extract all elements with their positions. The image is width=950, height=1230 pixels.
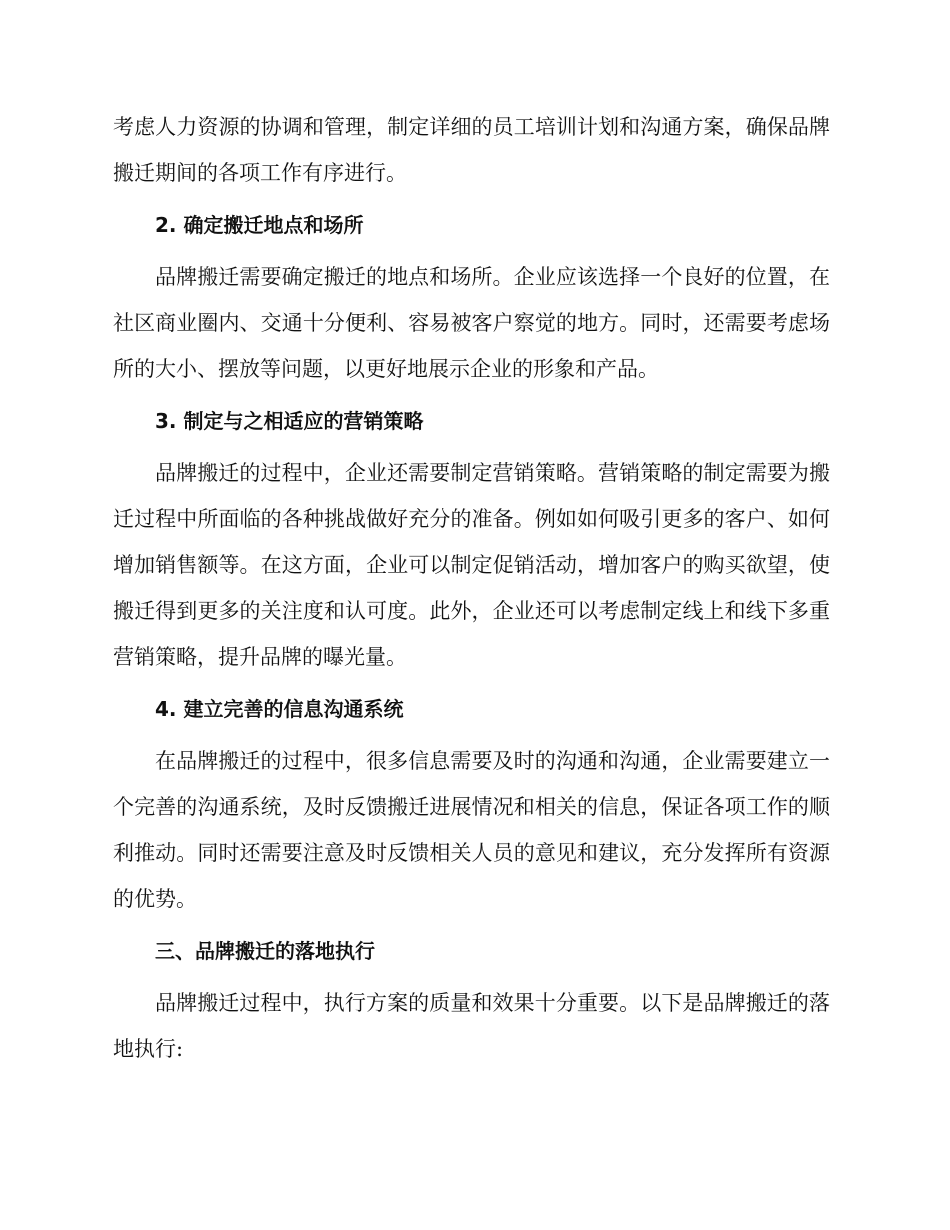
paragraph-communication: 在品牌搬迁的过程中，很多信息需要及时的沟通和沟通，企业需要建立一个完善的沟通系统，及时反馈搬迁进展情况和相关的信息，保证各项工作的顺利推动。同时还需要注意及时反馈相关人员的意见和建议，充分发挥所有资源的优势。 [113, 749, 830, 911]
paragraph-marketing: 品牌搬迁的过程中，企业还需要制定营销策略。营销策略的制定需要为搬迁过程中所面临的各种挑战做好充分的准备。例如如何吸引更多的客户、如何增加销售额等。在这方面，企业可以制定促销活动，增加客户的购买欲望，使搬迁得到更多的关注度和认可度。此外，企业还可以考虑制定线上和线下多重营销策略，提升品牌的曝光量。 [113, 461, 830, 669]
heading-marketing-strategy: 3. 制定与之相适应的营销策略 [155, 409, 424, 433]
heading-determine-location: 2. 确定搬迁地点和场所 [155, 213, 364, 237]
paragraph-hr-coordination: 考虑人力资源的协调和管理，制定详细的员工培训计划和沟通方案，确保品牌搬迁期间的各项工作有序进行。 [113, 115, 830, 185]
section-heading-execution: 三、品牌搬迁的落地执行 [155, 939, 375, 963]
heading-communication-system: 4. 建立完善的信息沟通系统 [155, 697, 404, 721]
paragraph-execution: 品牌搬迁过程中，执行方案的质量和效果十分重要。以下是品牌搬迁的落地执行: [113, 991, 830, 1061]
paragraph-location: 品牌搬迁需要确定搬迁的地点和场所。企业应该选择一个良好的位置，在社区商业圈内、交通十分便利、容易被客户察觉的地方。同时，还需要考虑场所的大小、摆放等问题，以更好地展示企业的形象和产品。 [113, 265, 830, 381]
